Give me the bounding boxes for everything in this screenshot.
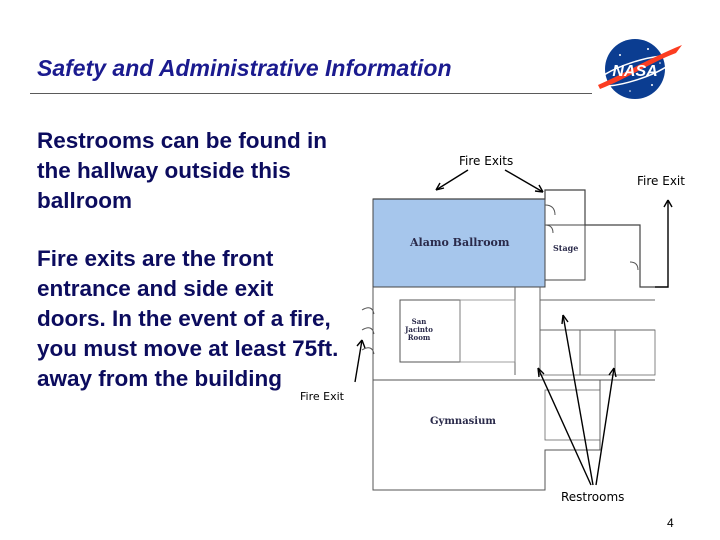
nasa-logo-text: NASA [612, 63, 658, 80]
alamo-ballroom-label: Alamo Ballroom [410, 236, 510, 249]
stage-label: Stage [553, 243, 579, 253]
fire-exits-paragraph: Fire exits are the front entrance and side exit doors. In the event of a fire, you must move at least 75ft. away from the building [37, 246, 339, 391]
gymnasium-label: Gymnasium [430, 416, 496, 427]
fire-exit-right-label: Fire Exit [637, 174, 685, 188]
fire-exits-label: Fire Exits [459, 154, 514, 168]
restrooms-paragraph: Restrooms can be found in the hallway outside this ballroom [37, 128, 328, 213]
hallway [515, 287, 655, 375]
page-title: Safety and Administrative Information [37, 55, 452, 81]
page-number: 4 [667, 516, 674, 530]
restrooms-label: Restrooms [561, 490, 625, 504]
fire-exit-left-label: Fire Exit [300, 390, 344, 403]
san-jacinto-label: San Jacinto Room [405, 317, 433, 342]
